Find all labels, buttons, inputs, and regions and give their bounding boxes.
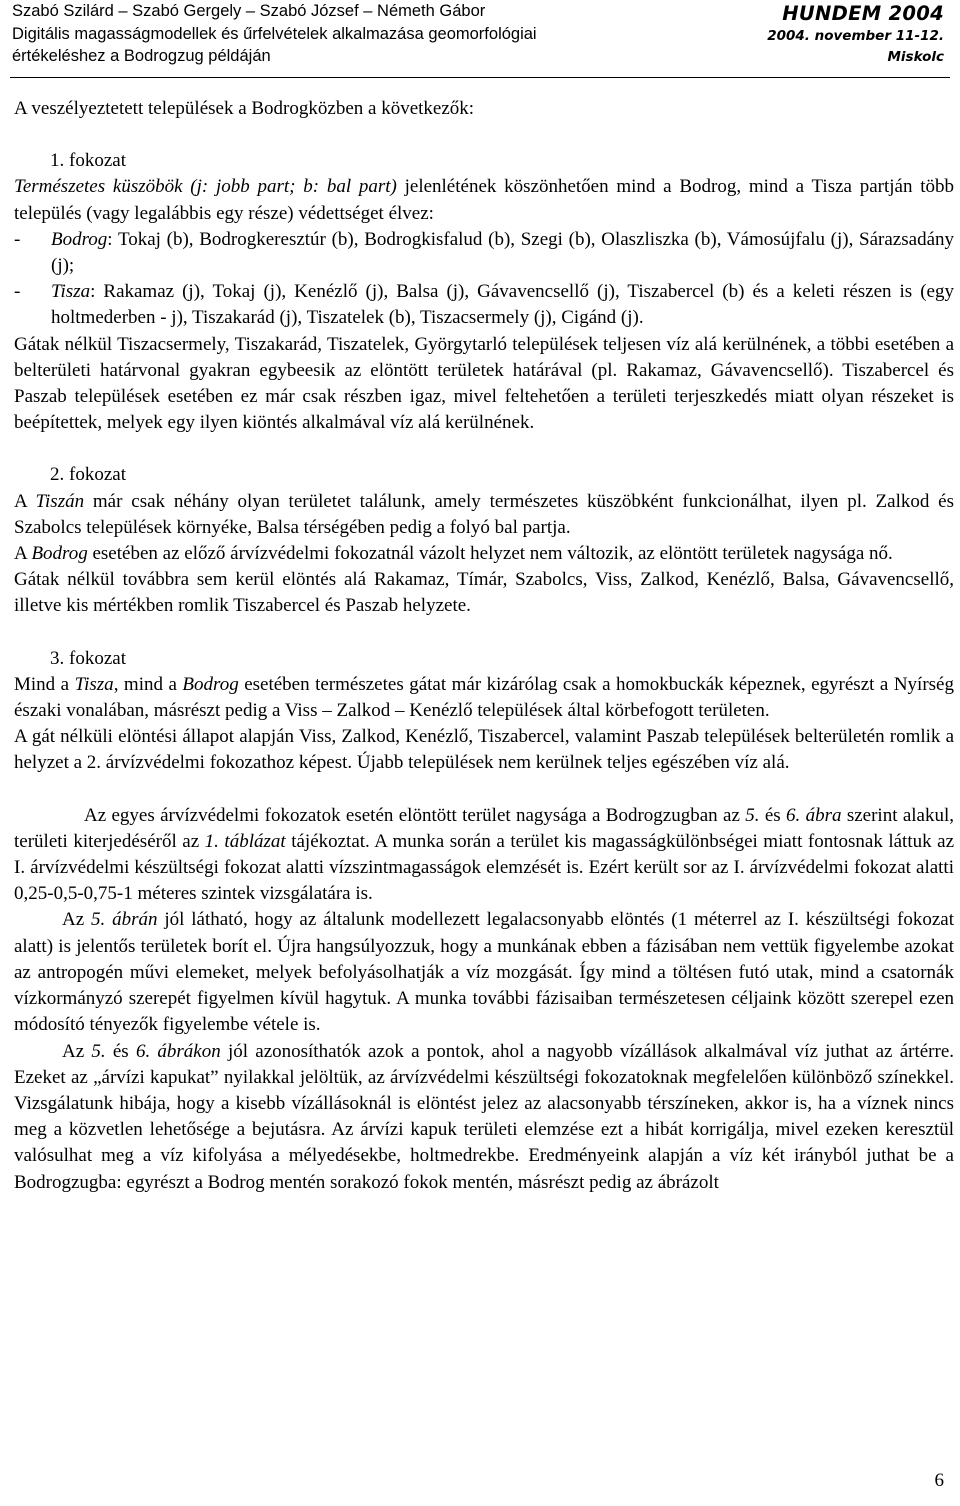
level-3-paragraph-1: Mind a Tisza, mind a Bodrog esetében természetes gátat már kizárólag csak a homokbuckák képeznek, egyrészt a Nyírség északi vonalában, másrészt pedig a Viss – Zalkod – Kenézlő települések által körbefogott területen.	[14, 673, 954, 722]
level-2-paragraph-3: Gátak nélkül továbbra sem kerül elöntés alá Rakamaz, Tímár, Szabolcs, Viss, Zalkod, Kenézlő, Balsa, Gávavencsellő, illetve kis mértékben romlik Tiszabercel és Paszab helyzete.	[14, 569, 954, 617]
tisza-list-item	[14, 279, 954, 331]
list-dash: -	[14, 228, 21, 250]
conference-name: HUNDEM 2004	[782, 2, 944, 25]
level-3-paragraph-2: A gát nélküli elöntési állapot alapján Viss, Zalkod, Kenézlő, Tiszabercel, valamint Paszab települések belterületén romlik a helyzet a 2. árvízvédelmi fokozathoz képest. Újabb települések nem kerülnek teljes egészében víz alá.	[14, 726, 954, 774]
bodrog-list-item	[14, 227, 954, 279]
level-2-paragraph-2: A Bodrog esetében az előző árvízvédelmi fokozatnál vázolt helyzet nem változik, az elöntött területek nagysága nő.	[14, 543, 893, 565]
level-1-lead: Természetes küszöbök (j: jobb part; b: bal part) jelenlétének köszönhetően mind a Bodrog, mind a Tisza partján több település (vagy legalábbis egy része) védettséget élvez:	[14, 176, 954, 224]
page-body	[14, 96, 954, 1196]
list-dash: -	[14, 281, 21, 303]
header-divider	[10, 77, 950, 78]
header-title-line-1: Digitális magasságmodellek és űrfelvételek alkalmazása geomorfológiai	[12, 24, 537, 43]
spacer	[14, 436, 954, 462]
spacer	[14, 777, 954, 803]
spacer	[14, 122, 954, 148]
header-citation	[12, 0, 537, 68]
body-paragraph-3: Az 5. és 6. ábrákon jól azonosíthatók azok a pontok, ahol a nagyobb vízállások alkalmával víz juthat az ártérre. Ezeket az „árvízi kapukat” nyilakkal jelöltük, az árvízvédelmi készültségi fokozatoknak megfelelően különböző színekkel. Vizsgálatunk hibája, hogy a kisebb vízállásoknál is elöntést jelez az alacsonyabb térszíneken, akkor is, ha a víznek nincs meg a közvetlen lehetősége a bejutásra. Az árvízi kapuk területi elemzése ezt a hibát korrigálja, mivel ezeken keresztül valósulhat meg a víz kifolyása a mélyedésekbe, holtmedrekbe. Eredményeink alapján a víz két irányból juthat be a Bodrogzugba: egyrészt a Bodrog mentén sorakozó fokok mentén, másrészt pedig az ábrázolt	[14, 1040, 955, 1193]
conference-logo	[767, 2, 944, 68]
page-header	[0, 0, 960, 78]
level-1-heading: 1. fokozat	[50, 150, 126, 172]
page-number: 6	[934, 1470, 944, 1491]
level-2-heading: 2. fokozat	[50, 464, 126, 486]
tisza-settlements: : Rakamaz (j), Tokaj (j), Kenézlő (j), Balsa (j), Gávavencsellő (j), Tiszabercel (b) és a keleti részen is (egy holtmederben - j), Tiszakarád (j), Tiszatelek (b), Tiszacsermely (j), Cigánd (j).	[51, 281, 954, 329]
header-authors: Szabó Szilárd – Szabó Gergely – Szabó József – Németh Gábor	[12, 2, 486, 20]
conference-date: 2004. november 11-12.	[767, 28, 944, 44]
level-1-paragraph: Gátak nélkül Tiszacsermely, Tiszakarád, Tiszatelek, Györgytarló települések teljesen víz alá kerülnének, a többi esetében a belterületi határvonal gyakran egybeesik az elöntött területek határával (pl. Rakamaz, Gávavencsellő). Tiszabercel és Paszab települések esetében ez már csak részben igaz, mivel feltehetően a területi terjeszkedés miatt olyan részeket is beépítettek, melyek egy ilyen kiöntés alkalmával víz alá kerülnének.	[14, 333, 954, 434]
bodrog-settlements: : Tokaj (b), Bodrogkeresztúr (b), Bodrogkisfalud (b), Szegi (b), Olaszliszka (b), Vámosújfalu (j), Sárazsadány (j);	[51, 228, 954, 277]
body-paragraph-2: Az 5. ábrán jól látható, hogy az általunk modellezett legalacsonyabb elöntés (1 méterrel az I. készültségi fokozat alatt) is jelentős területek borít el. Újra hangsúlyozzuk, hogy a munkának ebben a fázisában nem vettük figyelembe azokat az antropogén művi elemeket, melyek befolyásolhatják a víz mozgását. Így mind a töltésen futó utak, mind a csatornák vízkormányzó szerepét figyelmen kívül hagytuk. A munka további fázisaiban természetesen céljaink között szerepel ezen módosító tényezők figyelembe vétele is.	[14, 909, 954, 1036]
header-title-line-2: értékeléshez a Bodrogzug példáján	[12, 47, 271, 65]
spacer	[14, 620, 954, 646]
intro-sentence: A veszélyeztetett települések a Bodrogközben a következők:	[14, 98, 475, 119]
level-3-heading: 3. fokozat	[50, 647, 126, 669]
body-paragraph-1: Az egyes árvízvédelmi fokozatok esetén elöntött terület nagysága a Bodrogzugban az 5. és 6. ábra szerint alakul, területi kiterjedéséről az 1. táblázat tájékoztat. A munka során a terület kis magasságkülönbségei miatt fontosnak láttuk az I. árvízvédelmi készültségi fokozat alatti vízszintmagasságok elemzését is. Ezért került sor az I. árvízvédelmi fokozat alatti 0,25-0,5-0,75-1 méteres szintek vizsgálatára is.	[14, 804, 955, 905]
level-2-paragraph-1: A Tiszán már csak néhány olyan területet találunk, amely természetes küszöbként funkcionálhat, ilyen pl. Zalkod és Szabolcs települések környéke, Balsa térségében pedig a folyó bal partja.	[14, 490, 954, 538]
tisza-label: Tisza	[51, 281, 91, 303]
conference-place: Miskolc	[887, 49, 944, 65]
bodrog-label: Bodrog	[51, 228, 108, 250]
